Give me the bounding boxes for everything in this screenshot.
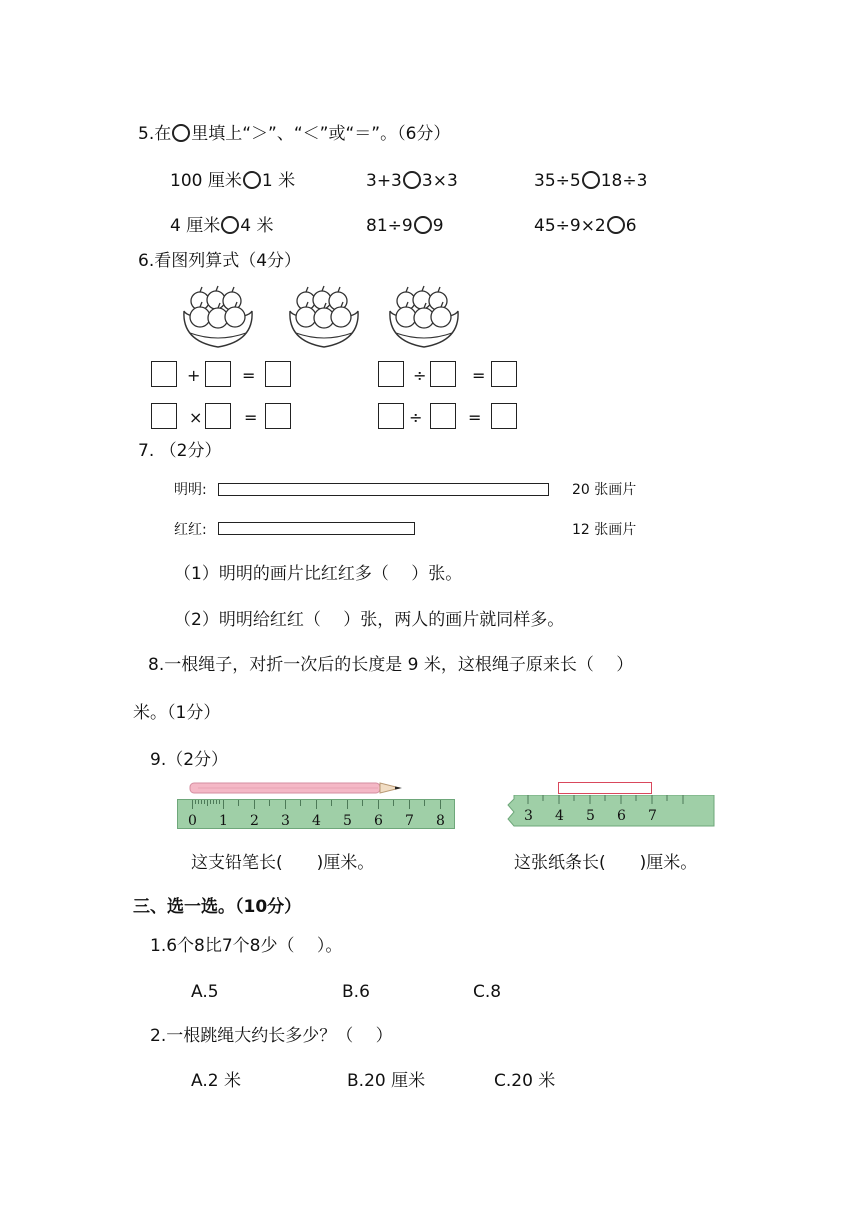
s3-q1-text: 1.6个8比7个8少（ ）。: [150, 936, 343, 956]
ruler-number: 4: [555, 808, 564, 824]
answer-circle[interactable]: [403, 171, 421, 189]
equals-sign: =: [244, 408, 258, 427]
q8-line1: 8.一根绳子，对折一次后的长度是 9 米，这根绳子原来长（ ）: [148, 655, 634, 675]
ruler-number: 5: [586, 808, 595, 824]
honghong-value: 12 张画片: [572, 522, 637, 538]
s3-q2-option-b[interactable]: B.20 厘米: [347, 1071, 426, 1091]
apple-plate-icon: [390, 286, 458, 347]
circle-icon: [172, 124, 190, 142]
equals-sign: =: [468, 408, 482, 427]
answer-box[interactable]: [430, 361, 456, 387]
section-3-title: 三、选一选。（10分）: [133, 897, 302, 917]
mingming-label: 明明:: [174, 482, 207, 498]
q5-item-3: 35÷5 18÷3: [534, 171, 648, 191]
q9-caption-2: 这张纸条长( )厘米。: [514, 853, 698, 873]
ruler-number: 8: [436, 813, 445, 829]
answer-box[interactable]: [491, 361, 517, 387]
answer-box[interactable]: [378, 361, 404, 387]
s3-q1-option-c[interactable]: C.8: [473, 982, 502, 1002]
divide-sign: ÷: [409, 408, 423, 427]
ruler-1: [177, 799, 455, 829]
ruler-number: 3: [281, 813, 290, 829]
answer-box[interactable]: [430, 403, 456, 429]
ruler-number: 6: [617, 808, 626, 824]
ruler-number: 1: [219, 813, 228, 829]
ruler-number: 2: [250, 813, 259, 829]
honghong-label: 红红:: [174, 522, 207, 538]
ruler-number: 5: [343, 813, 352, 829]
q5-item-1: 100 厘米 1 米: [170, 171, 296, 191]
ruler-number: 3: [524, 808, 533, 824]
equals-sign: =: [472, 366, 486, 385]
q8-line2: 米。（1分）: [133, 703, 221, 723]
apple-plate-icon: [184, 286, 252, 347]
plus-sign: +: [187, 366, 201, 385]
q5-item-4: 4 厘米 4 米: [170, 216, 274, 236]
mingming-value: 20 张画片: [572, 482, 637, 498]
pencil-illustration: [188, 780, 410, 796]
answer-box[interactable]: [378, 403, 404, 429]
q9-caption-1: 这支铅笔长( )厘米。: [191, 853, 375, 873]
ruler-2-edge: [506, 795, 716, 827]
answer-circle[interactable]: [243, 171, 261, 189]
q5-item-6: 45÷9×2 6: [534, 216, 637, 236]
answer-box[interactable]: [265, 403, 291, 429]
answer-box[interactable]: [491, 403, 517, 429]
q5-item-5: 81÷9 9: [366, 216, 444, 236]
apple-plate-icon: [290, 286, 358, 347]
answer-box[interactable]: [151, 361, 177, 387]
q6-title: 6.看图列算式（4分）: [138, 251, 302, 271]
s3-q1-option-a[interactable]: A.5: [191, 982, 219, 1002]
divide-sign: ÷: [413, 366, 427, 385]
q7-sub2: （2）明明给红红（ ）张，两人的画片就同样多。: [174, 610, 565, 630]
q7-sub1: （1）明明的画片比红红多（ ）张。: [174, 564, 463, 584]
q5-title: 5.在 里填上“＞”、“＜”或“＝”。（6分）: [138, 124, 451, 144]
answer-box[interactable]: [205, 403, 231, 429]
answer-circle[interactable]: [414, 216, 432, 234]
s3-q2-option-a[interactable]: A.2 米: [191, 1071, 241, 1091]
ruler-number: 7: [405, 813, 414, 829]
times-sign: ×: [189, 408, 203, 427]
ruler-number: 6: [374, 813, 383, 829]
s3-q1-option-b[interactable]: B.6: [342, 982, 370, 1002]
apple-plates-illustration: [180, 283, 470, 353]
equals-sign: =: [242, 366, 256, 385]
s3-q2-option-c[interactable]: C.20 米: [494, 1071, 556, 1091]
q9-title: 9.（2分）: [150, 750, 229, 770]
q7-title: 7. （2分）: [138, 441, 222, 461]
answer-box[interactable]: [265, 361, 291, 387]
answer-circle[interactable]: [607, 216, 625, 234]
answer-circle[interactable]: [221, 216, 239, 234]
answer-box[interactable]: [151, 403, 177, 429]
ruler-number: 7: [648, 808, 657, 824]
mingming-bar: [218, 483, 549, 496]
ruler-number: 0: [188, 813, 197, 829]
answer-circle[interactable]: [582, 171, 600, 189]
s3-q2-text: 2.一根跳绳大约长多少？（ ）: [150, 1026, 393, 1046]
paper-strip: [558, 782, 652, 794]
honghong-bar: [218, 522, 415, 535]
q5-item-2: 3+3 3×3: [366, 171, 458, 191]
ruler-number: 4: [312, 813, 321, 829]
answer-box[interactable]: [205, 361, 231, 387]
